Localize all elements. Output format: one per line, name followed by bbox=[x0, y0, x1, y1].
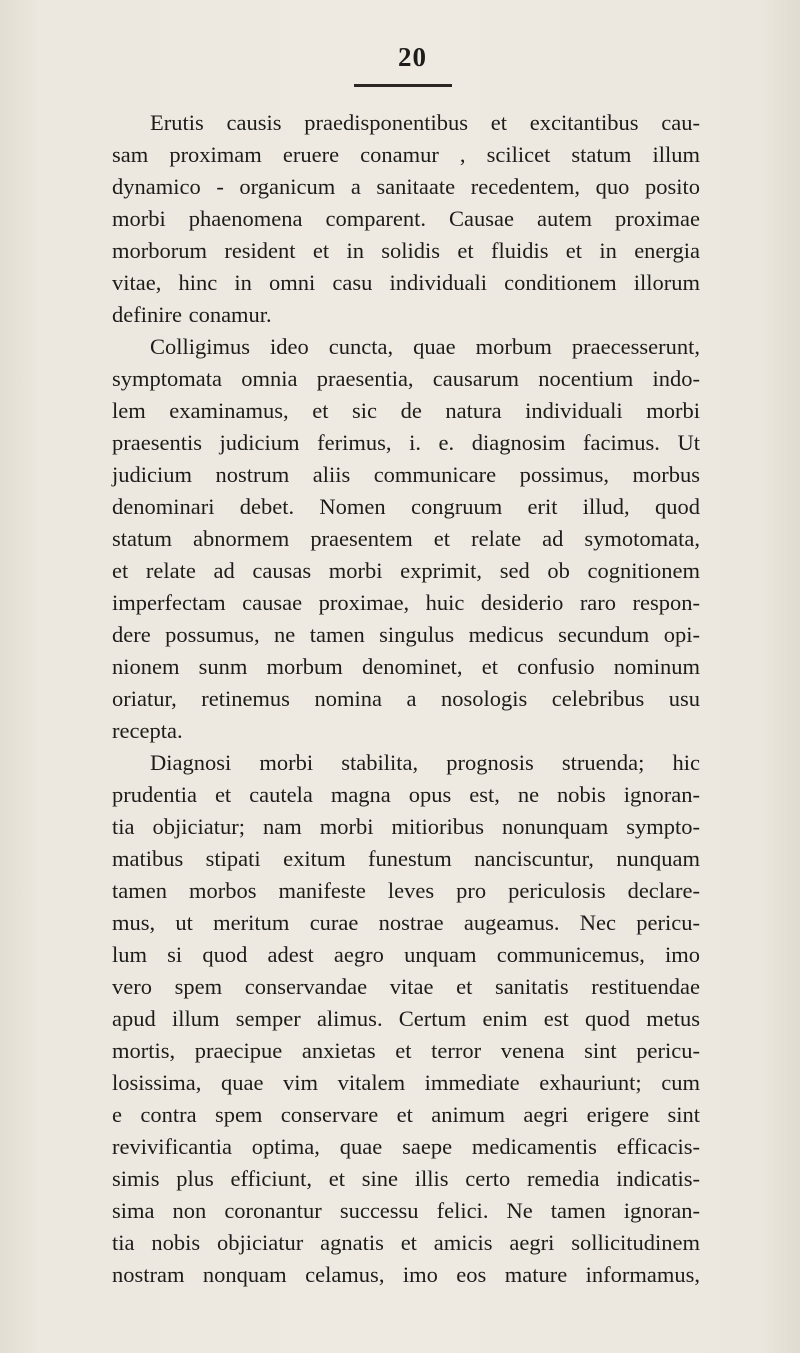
text-line: lem examinamus, et sic de natura individuali morbi bbox=[112, 398, 700, 423]
text-line: denominari debet. Nomen congruum erit illud, quod bbox=[112, 494, 700, 519]
text-line: revivificantia optima, quae saepe medicamentis efficacis- bbox=[112, 1134, 700, 1159]
text-line: imperfectam causae proximae, huic desiderio raro respon- bbox=[112, 590, 700, 615]
text-line: e contra spem conservare et animum aegri erigere sint bbox=[112, 1102, 700, 1127]
text-line: Colligimus ideo cuncta, quae morbum praecesserunt, bbox=[150, 334, 700, 359]
text-line: praesentis judicium ferimus, i. e. diagnosim facimus. Ut bbox=[112, 430, 700, 455]
text-line: et relate ad causas morbi exprimit, sed ob cognitionem bbox=[112, 558, 700, 583]
text-line: mus, ut meritum curae nostrae augeamus. Nec pericu- bbox=[112, 910, 700, 935]
text-line: judicium nostrum aliis communicare possimus, morbus bbox=[112, 462, 700, 487]
text-line: vero spem conservandae vitae et sanitatis restituendae bbox=[112, 974, 700, 999]
text-line: losissima, quae vim vitalem immediate exhauriunt; cum bbox=[112, 1070, 700, 1095]
text-line: symptomata omnia praesentia, causarum nocentium indo- bbox=[112, 366, 700, 391]
text-line: apud illum semper alimus. Certum enim est quod metus bbox=[112, 1006, 700, 1031]
text-line: Diagnosi morbi stabilita, prognosis struenda; hic bbox=[150, 750, 700, 775]
text-line: vitae, hinc in omni casu individuali conditionem illorum bbox=[112, 270, 700, 295]
text-line: nionem sunm morbum denominet, et confusio nominum bbox=[112, 654, 700, 679]
text-line: statum abnormem praesentem et relate ad symotomata, bbox=[112, 526, 700, 551]
text-line: oriatur, retinemus nomina a nosologis celebribus usu bbox=[112, 686, 700, 711]
header-rule bbox=[354, 84, 452, 87]
text-line: morbi phaenomena comparent. Causae autem proximae bbox=[112, 206, 700, 231]
text-line: nostram nonquam celamus, imo eos mature informamus, bbox=[112, 1262, 700, 1287]
text-line: matibus stipati exitum funestum nanciscuntur, nunquam bbox=[112, 846, 700, 871]
page-number: 20 bbox=[398, 42, 427, 72]
text-line: sima non coronantur successu felici. Ne tamen ignoran- bbox=[112, 1198, 700, 1223]
text-line: recepta. bbox=[112, 718, 183, 743]
text-line: mortis, praecipue anxietas et terror venena sint pericu- bbox=[112, 1038, 700, 1063]
text-line: simis plus efficiunt, et sine illis certo remedia indicatis- bbox=[112, 1166, 700, 1191]
text-line: dynamico - organicum a sanitaate recedentem, quo posito bbox=[112, 174, 700, 199]
text-line: lum si quod adest aegro unquam communicemus, imo bbox=[112, 942, 700, 967]
text-line: morborum resident et in solidis et fluidis et in energia bbox=[112, 238, 700, 263]
text-line: prudentia et cautela magna opus est, ne nobis ignoran- bbox=[112, 782, 700, 807]
text-line: tia nobis objiciatur agnatis et amicis aegri sollicitudinem bbox=[112, 1230, 700, 1255]
text-line: definire conamur. bbox=[112, 302, 272, 327]
text-line: tia objiciatur; nam morbi mitioribus nonunquam sympto- bbox=[112, 814, 700, 839]
text-line: sam proximam eruere conamur , scilicet statum illum bbox=[112, 142, 700, 167]
text-line: tamen morbos manifeste leves pro periculosis declare- bbox=[112, 878, 700, 903]
text-line: dere possumus, ne tamen singulus medicus secundum opi- bbox=[112, 622, 700, 647]
text-line: Erutis causis praedisponentibus et excitantibus cau- bbox=[150, 110, 700, 135]
page-header bbox=[0, 42, 800, 82]
